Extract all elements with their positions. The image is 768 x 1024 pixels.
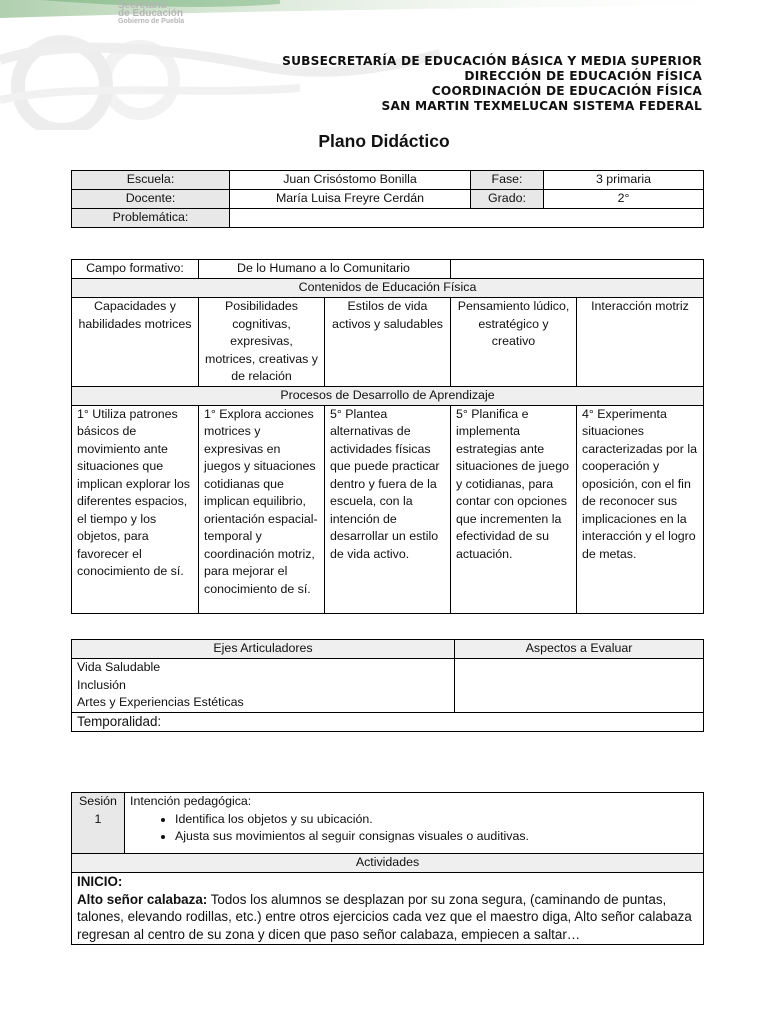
grado-label: Grado: bbox=[471, 190, 544, 209]
actividades-title: Actividades bbox=[72, 854, 704, 873]
fase-label: Fase: bbox=[471, 171, 544, 190]
eje-item: Vida Saludable bbox=[77, 660, 161, 674]
procesos-title: Procesos de Desarrollo de Aprendizaje bbox=[72, 386, 704, 405]
fase-value: 3 primaria bbox=[544, 171, 704, 190]
header-line: SAN MARTIN TEXMELUCAN SISTEMA FEDERAL bbox=[381, 99, 702, 113]
logo-line: Secretaría bbox=[118, 0, 167, 11]
column-header: Interacción motriz bbox=[577, 298, 704, 387]
problematica-value bbox=[230, 209, 704, 228]
info-table bbox=[71, 170, 704, 228]
proceso-cell: 1° Explora acciones motrices y expresivas en juegos y situaciones cotidianas que implican equilibrio, orientación espacial-temporal y coordinación motriz, para mejorar el conocimiento de sí. bbox=[199, 405, 325, 613]
sesion-table bbox=[71, 792, 704, 945]
actividad-name: Alto señor calabaza: bbox=[77, 891, 208, 907]
logo-line: de Educación bbox=[118, 8, 184, 19]
proceso-cell: 5° Plantea alternativas de actividades físicas que puede practicar dentro y fuera de la escuela, con la intención de desarrollar un estilo de vida activo. bbox=[325, 405, 451, 613]
column-header: Capacidades y habilidades motrices bbox=[72, 298, 199, 387]
header-line: SUBSECRETARÍA DE EDUCACIÓN BÁSICA Y MEDIA SUPERIOR bbox=[282, 54, 702, 68]
column-header: Posibilidades cognitivas, expresivas, motrices, creativas y de relación bbox=[199, 298, 325, 387]
institution-header bbox=[282, 54, 702, 114]
intencion-item: • Identifica los objetos y su ubicación. bbox=[175, 811, 698, 829]
temporalidad-label: Temporalidad: bbox=[72, 712, 704, 731]
ejes-table bbox=[71, 639, 704, 732]
logo-text bbox=[118, 2, 184, 26]
campo-formativo-value: De lo Humano a lo Comunitario bbox=[199, 260, 451, 279]
header-line: COORDINACIÓN DE EDUCACIÓN FÍSICA bbox=[431, 84, 702, 98]
ejes-title: Ejes Articuladores bbox=[72, 640, 455, 659]
contenidos-title: Contenidos de Educación Física bbox=[72, 279, 704, 298]
inicio-label bbox=[77, 873, 698, 891]
escuela-label: Escuela: bbox=[72, 171, 230, 190]
inicio-label-text: INICIO: bbox=[77, 874, 123, 889]
proceso-cell: 4° Experimenta situaciones caracterizadas por la cooperación y oposición, con el fin de reconocer sus implicaciones en la interacción y el logro de metas. bbox=[577, 405, 704, 613]
logo-line: Gobierno de Puebla bbox=[118, 18, 185, 25]
proceso-cell: 5° Planifica e implementa estrategias ante situaciones de juego y cotidianas, para contar con opciones que incrementen la efectividad de su actuación. bbox=[451, 405, 577, 613]
header-line: DIRECCIÓN DE EDUCACIÓN FÍSICA bbox=[464, 69, 702, 83]
contenidos-table bbox=[71, 259, 704, 614]
aspectos-title: Aspectos a Evaluar bbox=[455, 640, 704, 659]
ejes-list bbox=[72, 659, 455, 713]
intencion-item: • Ajusta sus movimientos al seguir consignas visuales o auditivas. bbox=[175, 828, 698, 846]
column-header: Estilos de vida activos y saludables bbox=[325, 298, 451, 387]
proceso-cell: 1° Utiliza patrones básicos de movimiento ante situaciones que implican explorar los diferentes espacios, el tiempo y los objetos, para favorecer el conocimiento de sí. bbox=[72, 405, 199, 613]
sesion-cell bbox=[72, 793, 125, 854]
actividad-description: Todos los alumnos se desplazan por su zona segura, (caminando de puntas, talones, elevando rodillas, etc.) entre otros ejercicios cada vez que el maestro diga, Alto señor calabaza regresan al centro de su zona y dicen que paso señor calabaza, empiecen a saltar… bbox=[77, 891, 692, 942]
intencion-cell bbox=[125, 793, 704, 854]
docente-label: Docente: bbox=[72, 190, 230, 209]
actividades-body bbox=[72, 873, 704, 945]
intencion-list bbox=[130, 811, 698, 846]
campo-formativo-label: Campo formativo: bbox=[72, 260, 199, 279]
actividad-text bbox=[77, 891, 698, 944]
intencion-label: Intención pedagógica: bbox=[130, 794, 252, 808]
campo-formativo-empty bbox=[451, 260, 704, 279]
sesion-label: Sesión bbox=[79, 794, 117, 808]
eje-item: Artes y Experiencias Estéticas bbox=[77, 695, 244, 709]
docente-value: María Luisa Freyre Cerdán bbox=[230, 190, 471, 209]
sesion-number: 1 bbox=[94, 811, 102, 826]
column-header: Pensamiento lúdico, estratégico y creativo bbox=[451, 298, 577, 387]
page-title: Plano Didáctico bbox=[318, 131, 450, 151]
problematica-label: Problemática: bbox=[72, 209, 230, 228]
eje-item: Inclusión bbox=[77, 677, 126, 692]
aspectos-value bbox=[455, 659, 704, 713]
escuela-value: Juan Crisóstomo Bonilla bbox=[230, 171, 471, 190]
grado-value: 2° bbox=[544, 190, 704, 209]
